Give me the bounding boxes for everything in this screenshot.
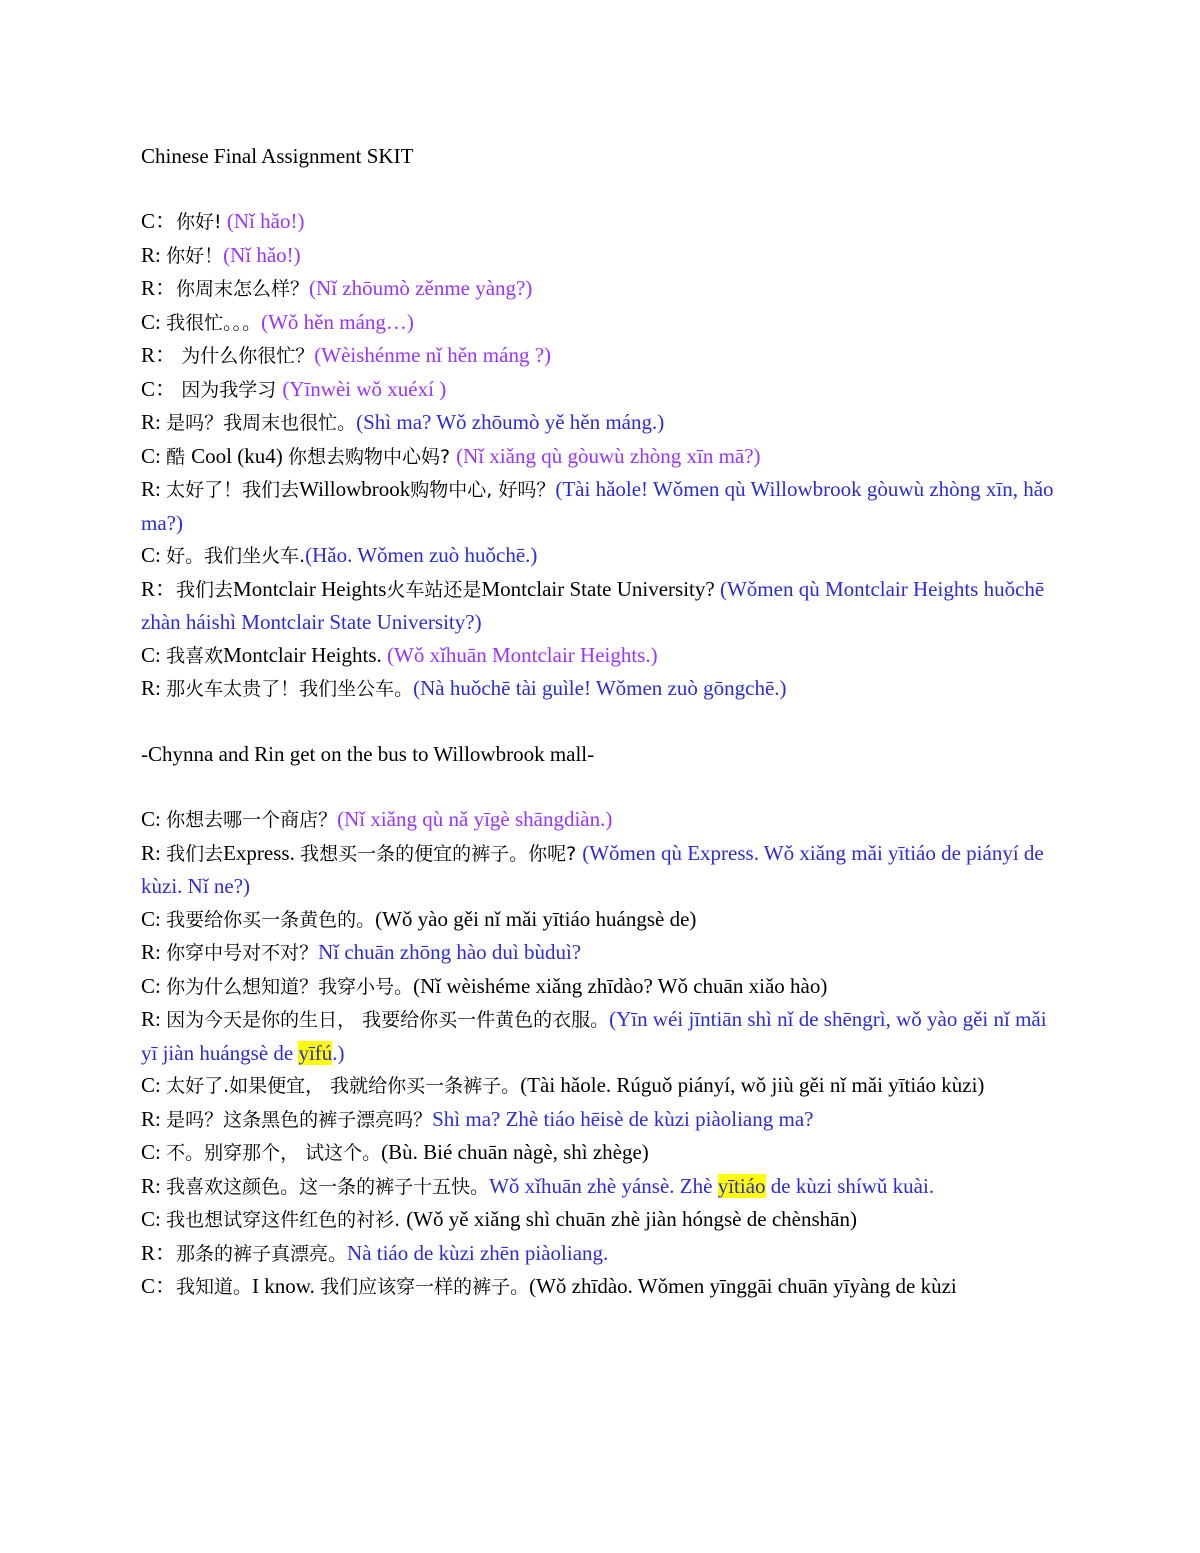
pinyin-text: (Nǐ xiǎng qù gòuwù zhòng xīn mā?) xyxy=(456,443,761,468)
speaker-label: C： xyxy=(141,376,182,401)
pinyin-text: (Yīn wéi jīntiān shì nǐ de shēngrì, wǒ yào gěi nǐ mǎi yī jiàn huángsè de xyxy=(141,1007,1047,1065)
chinese-text: 是吗？我周末也很忙。 xyxy=(166,412,357,434)
chinese-text: 不。别穿那个， 试这个。 xyxy=(166,1142,382,1164)
dialogue-line xyxy=(141,1069,1061,1103)
pinyin-text: (Shì ma? Wǒ zhōumò yě hěn máng.) xyxy=(356,410,665,434)
pinyin-text: Nǐ chuān zhōng hào duì bùduì? xyxy=(318,940,582,964)
dialogue-line xyxy=(141,306,1061,340)
blank-line xyxy=(141,706,1061,739)
pinyin-text: (Bù. Bié chuān nàgè, shì zhège) xyxy=(381,1140,649,1164)
speaker-label: C: xyxy=(141,543,167,567)
pinyin-text: (Wǒ yě xiǎng shì chuān zhè jiàn hóngsè de chènshān) xyxy=(406,1207,857,1231)
english-text: I know. xyxy=(252,1274,321,1298)
chinese-text: 我也想试穿这件红色的衬衫. xyxy=(166,1209,407,1231)
dialogue-line xyxy=(141,473,1061,539)
pinyin-text: (Nǐ hǎo!) xyxy=(223,242,301,267)
pinyin-text: (Yīnwèi wǒ xuéxí ) xyxy=(282,376,447,401)
blank-line xyxy=(141,173,1061,206)
pinyin-text: (Wǒ zhīdào. Wǒmen yīnggāi chuān yīyàng de kùzi xyxy=(529,1274,957,1298)
document-title: Chinese Final Assignment SKIT xyxy=(141,144,414,168)
dialogue-line xyxy=(141,573,1061,639)
dialogue-line xyxy=(141,639,1061,673)
speaker-label: R: xyxy=(141,1173,167,1198)
dialogue-line xyxy=(141,970,1061,1004)
speaker-label: R: xyxy=(141,1007,167,1031)
chinese-text: 太好了.如果便宜， 我就给你买一条裤子。 xyxy=(166,1075,521,1097)
dialogue-line xyxy=(141,936,1061,970)
dialogue-line xyxy=(141,373,1061,407)
chinese-text: 你想去哪一个商店？ xyxy=(166,809,338,831)
chinese-text: 你好！ xyxy=(166,244,224,267)
chinese-text: 我知道。 xyxy=(176,1276,253,1298)
dialogue-line xyxy=(141,672,1061,706)
dialogue-line xyxy=(141,1136,1061,1170)
dialogue-line xyxy=(141,1203,1061,1237)
pinyin-text: (Nà huǒchē tài guìle! Wǒmen zuò gōngchē.) xyxy=(413,676,787,700)
document-body xyxy=(141,140,1061,1304)
chinese-text: 火车站还是 xyxy=(386,578,482,601)
pinyin-text: (Hǎo. Wǒmen zuò huǒchē.) xyxy=(305,543,538,567)
speaker-label: C： xyxy=(141,209,177,233)
pinyin-text: Shì ma? Zhè tiáo hēisè de kùzi piàoliang ma? xyxy=(432,1106,814,1131)
speaker-label: C: xyxy=(141,906,167,931)
speaker-label: C: xyxy=(141,443,167,468)
pinyin-text: (Wǒ xǐhuān Montclair Heights.) xyxy=(387,642,658,667)
dialogue-line xyxy=(141,205,1061,239)
chinese-text: 我们去 xyxy=(176,578,234,601)
dialogue-line xyxy=(141,837,1061,903)
speaker-label: R： xyxy=(141,343,182,367)
dialogue-line xyxy=(141,440,1061,474)
chinese-text: 我很忙。。。 xyxy=(166,311,262,334)
highlighted-word: yīfú xyxy=(298,1040,333,1065)
pinyin-text: (Tài hǎole! Wǒmen qù Willowbrook gòuwù zhòng xīn, hǎo ma?) xyxy=(141,477,1054,535)
highlighted-word: yītiáo xyxy=(717,1173,766,1198)
english-text: Express. xyxy=(223,840,301,865)
dialogue-line xyxy=(141,1103,1061,1137)
chinese-text: 是吗？这条黑色的裤子漂亮吗？ xyxy=(166,1108,433,1131)
dialogue-line xyxy=(141,272,1061,306)
dialogue-line xyxy=(141,1003,1061,1069)
dialogue-line xyxy=(141,803,1061,837)
speaker-label: R: xyxy=(141,477,167,501)
english-text: Montclair Heights xyxy=(233,576,387,601)
speaker-label: C: xyxy=(141,309,167,334)
speaker-label: C: xyxy=(141,973,167,998)
pinyin-text: (Tài hǎole. Rúguǒ piányí, wǒ jiù gěi nǐ mǎi yītiáo kùzi) xyxy=(520,1073,985,1097)
speaker-label: R: xyxy=(141,840,167,865)
pinyin-text: Wǒ xǐhuān zhè yánsè. Zhè xyxy=(489,1173,718,1198)
chinese-text: 那条的裤子真漂亮。 xyxy=(176,1242,348,1265)
speaker-label: R: xyxy=(141,410,167,434)
pinyin-text: (Nǐ zhōumò zěnme yàng?) xyxy=(309,276,533,300)
chinese-text: 你想去购物中心妈? xyxy=(287,445,457,468)
chinese-text: 我喜欢 xyxy=(166,644,224,667)
pinyin-text: (Wǒ yào gěi nǐ mǎi yītiáo huángsè de) xyxy=(375,906,697,931)
pinyin-text: Nà tiáo de kùzi zhēn piàoliang. xyxy=(347,1240,609,1265)
speaker-label: C: xyxy=(141,1140,167,1164)
chinese-text: 我们应该穿一样的裤子。 xyxy=(320,1276,530,1298)
speaker-label: R: xyxy=(141,940,167,964)
pinyin-text: (Nǐ hǎo!) xyxy=(221,209,305,233)
chinese-text: 我想买一条的便宜的裤子。你呢? xyxy=(300,842,583,865)
english-text: Willowbrook xyxy=(299,477,411,501)
pinyin-text: (Nǐ wèishéme xiǎng zhīdào? Wǒ chuān xiǎo hào) xyxy=(413,973,828,998)
dialogue-line xyxy=(141,1170,1061,1204)
chinese-text: 好。我们坐火车. xyxy=(166,545,306,567)
pinyin-text: (Wǒmen qù Express. Wǒ xiǎng mǎi yītiáo de piányí de kùzi. Nǐ ne?) xyxy=(141,840,1044,898)
speaker-label: R： xyxy=(141,576,177,601)
pinyin-text: .) xyxy=(332,1040,345,1065)
chinese-text: 你好! xyxy=(176,211,222,233)
chinese-text: 因为我学习 xyxy=(181,378,283,401)
chinese-text: 我喜欢这颜色。这一条的裤子十五快。 xyxy=(166,1175,490,1198)
blank-line xyxy=(141,771,1061,804)
dialogue-line xyxy=(141,1270,1061,1304)
speaker-label: R: xyxy=(141,676,167,700)
speaker-label: C: xyxy=(141,807,167,831)
chinese-text: 你为什么想知道？我穿小号。 xyxy=(166,975,414,998)
dialogue-line xyxy=(141,406,1061,440)
pinyin-text: (Wǒmen qù Montclair Heights huǒchē zhàn háishì Montclair State University?) xyxy=(141,576,1045,634)
chinese-text: 太好了！我们去 xyxy=(166,479,300,501)
dialogue-line xyxy=(141,539,1061,573)
dialogue-line xyxy=(141,239,1061,273)
speaker-label: C: xyxy=(141,642,167,667)
chinese-text: 那火车太贵了！我们坐公车。 xyxy=(166,678,414,700)
pinyin-text: (Nǐ xiǎng qù nǎ yīgè shāngdiàn.) xyxy=(337,807,613,831)
chinese-text: 购物中心, 好吗？ xyxy=(410,479,556,501)
chinese-text: 我要给你买一条黄色的。 xyxy=(166,908,376,931)
speaker-label: C: xyxy=(141,1207,167,1231)
chinese-text: 我们去 xyxy=(166,842,224,865)
speaker-label: R： xyxy=(141,276,177,300)
english-text: Cool (ku4) xyxy=(191,443,288,468)
scene-direction: -Chynna and Rin get on the bus to Willowbrook mall- xyxy=(141,742,595,766)
english-text: Montclair State University? xyxy=(481,576,720,601)
dialogue-line xyxy=(141,903,1061,937)
chinese-text: 酷 xyxy=(166,445,192,468)
pinyin-text: (Wǒ hěn máng…) xyxy=(261,309,414,334)
chinese-text: 你穿中号对不对？ xyxy=(166,942,319,964)
pinyin-text: (Wèishénme nǐ hěn máng ?) xyxy=(314,343,552,367)
speaker-label: R: xyxy=(141,1106,167,1131)
pinyin-text: de kùzi shíwǔ kuài. xyxy=(765,1173,935,1198)
chinese-text: 为什么你很忙？ xyxy=(181,345,315,367)
speaker-label: C： xyxy=(141,1274,177,1298)
chinese-text: 你周末怎么样？ xyxy=(176,278,310,300)
dialogue-line xyxy=(141,339,1061,373)
chinese-text: 因为今天是你的生日， 我要给你买一件黄色的衣服。 xyxy=(166,1009,610,1031)
speaker-label: C: xyxy=(141,1073,167,1097)
speaker-label: R: xyxy=(141,242,167,267)
english-text: Montclair Heights. xyxy=(223,642,387,667)
speaker-label: R： xyxy=(141,1240,177,1265)
dialogue-line xyxy=(141,1237,1061,1271)
